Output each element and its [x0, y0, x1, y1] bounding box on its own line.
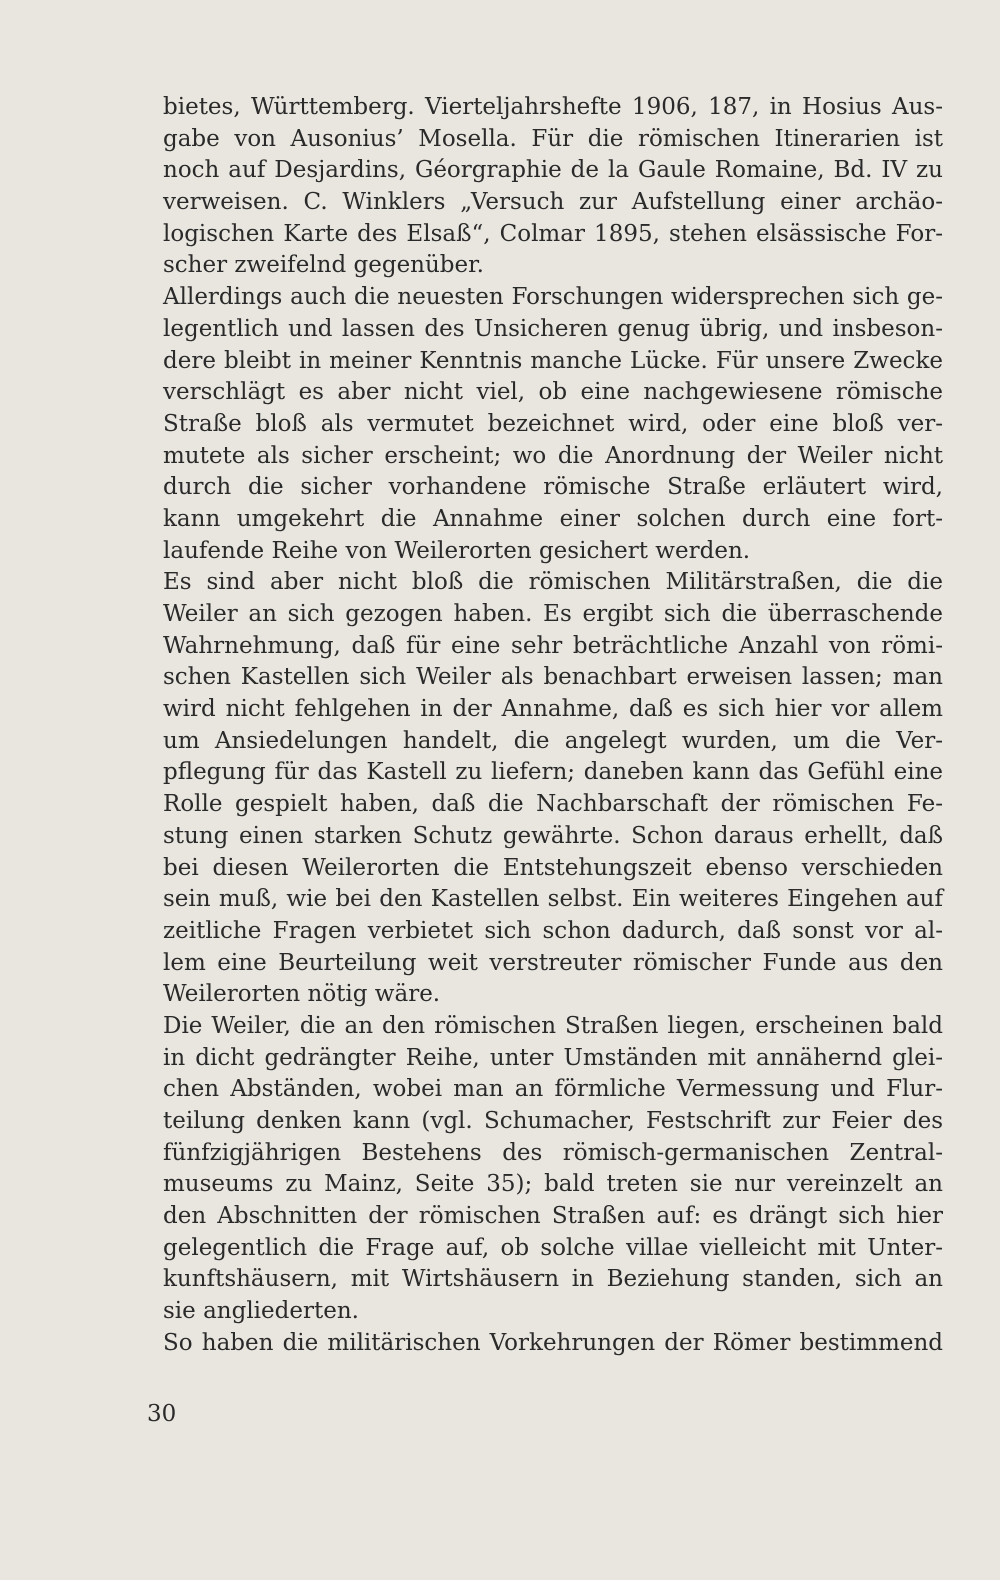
text-line: museums zu Mainz, Seite 35); bald treten sie nur vereinzelt an: [163, 1171, 943, 1198]
paragraph: [163, 1328, 943, 1360]
paragraph: [163, 282, 943, 567]
body-text: [163, 92, 943, 1360]
text-line: schen Kastellen sich Weiler als benachbart erweisen lassen; man: [163, 664, 943, 691]
text-line: durch die sicher vorhandene römische Straße erläutert wird,: [163, 474, 943, 501]
text-line: Es sind aber nicht bloß die römischen Militärstraßen, die die: [163, 569, 943, 596]
text-line: laufende Reihe von Weilerorten gesichert werden.: [163, 537, 751, 564]
text-line: verweisen. C. Winklers „Versuch zur Aufstellung einer archäo-: [163, 189, 943, 216]
paragraph: [163, 1011, 943, 1328]
text-line: Weilerorten nötig wäre.: [163, 981, 441, 1008]
paragraph: [163, 92, 943, 282]
text-line: um Ansiedelungen handelt, die angelegt wurden, um die Ver-: [163, 727, 943, 754]
text-line: Die Weiler, die an den römischen Straßen liegen, erscheinen bald: [163, 1012, 943, 1039]
text-line: den Abschnitten der römischen Straßen auf: es drängt sich hier: [163, 1203, 943, 1230]
text-line: legentlich und lassen des Unsicheren genug übrig, und insbeson-: [163, 315, 943, 342]
text-line: noch auf Desjardins, Géorgraphie de la Gaule Romaine, Bd. IV zu: [163, 157, 943, 184]
text-line: fünfzigjährigen Bestehens des römisch-germanischen Zentral-: [163, 1139, 943, 1166]
text-line: Straße bloß als vermutet bezeichnet wird, oder eine bloß ver-: [163, 410, 943, 437]
text-line: Wahrnehmung, daß für eine sehr beträchtliche Anzahl von römi-: [163, 632, 943, 659]
text-line: wird nicht fehlgehen in der Annahme, daß es sich hier vor allem: [163, 696, 943, 723]
text-line: dere bleibt in meiner Kenntnis manche Lücke. Für unsere Zwecke: [163, 347, 943, 374]
text-line: sein muß, wie bei den Kastellen selbst. Ein weiteres Eingehen auf: [163, 886, 943, 913]
paragraph: [163, 567, 943, 1011]
text-line: in dicht gedrängter Reihe, unter Umständen mit annähernd glei-: [163, 1044, 943, 1071]
page-number: 30: [147, 1401, 177, 1427]
text-line: kunftshäusern, mit Wirtshäusern in Beziehung standen, sich an: [163, 1266, 943, 1293]
text-line: scher zweifelnd gegenüber.: [163, 252, 484, 279]
text-line: Weiler an sich gezogen haben. Es ergibt sich die überraschende: [163, 601, 943, 627]
text-line: logischen Karte des Elsaß“, Colmar 1895, stehen elsässische For-: [163, 220, 943, 247]
text-line: chen Abständen, wobei man an förmliche Vermessung und Flur-: [163, 1076, 943, 1103]
text-line: stung einen starken Schutz gewährte. Schon daraus erhellt, daß: [163, 822, 943, 849]
text-line: teilung denken kann (vgl. Schumacher, Festschrift zur Feier des: [163, 1108, 943, 1134]
text-line: gabe von Ausonius’ Mosella. Für die römischen Itinerarien ist: [163, 125, 943, 152]
text-line: Allerdings auch die neuesten Forschungen widersprechen sich ge-: [163, 284, 943, 311]
text-line: So haben die militärischen Vorkehrungen der Römer bestimmend: [163, 1329, 943, 1356]
text-line: lem eine Beurteilung weit verstreuter römischer Funde aus den: [163, 949, 943, 976]
text-line: kann umgekehrt die Annahme einer solchen durch eine fort-: [163, 505, 943, 532]
text-line: pflegung für das Kastell zu liefern; daneben kann das Gefühl eine: [163, 759, 943, 786]
text-line: mutete als sicher erscheint; wo die Anordnung der Weiler nicht: [163, 442, 943, 469]
text-line: verschlägt es aber nicht viel, ob eine nachgewiesene römische: [163, 379, 943, 406]
text-line: zeitliche Fragen verbietet sich schon dadurch, daß sonst vor al-: [163, 917, 943, 944]
text-line: sie angliederten.: [163, 1298, 359, 1325]
text-line: bei diesen Weilerorten die Entstehungszeit ebenso verschieden: [163, 854, 943, 881]
text-line: gelegentlich die Frage auf, ob solche villae vielleicht mit Unter-: [163, 1234, 943, 1261]
text-line: bietes, Württemberg. Vierteljahrshefte 1906, 187, in Hosius Aus-: [163, 94, 943, 120]
text-line: Rolle gespielt haben, daß die Nachbarschaft der römischen Fe-: [163, 791, 943, 818]
